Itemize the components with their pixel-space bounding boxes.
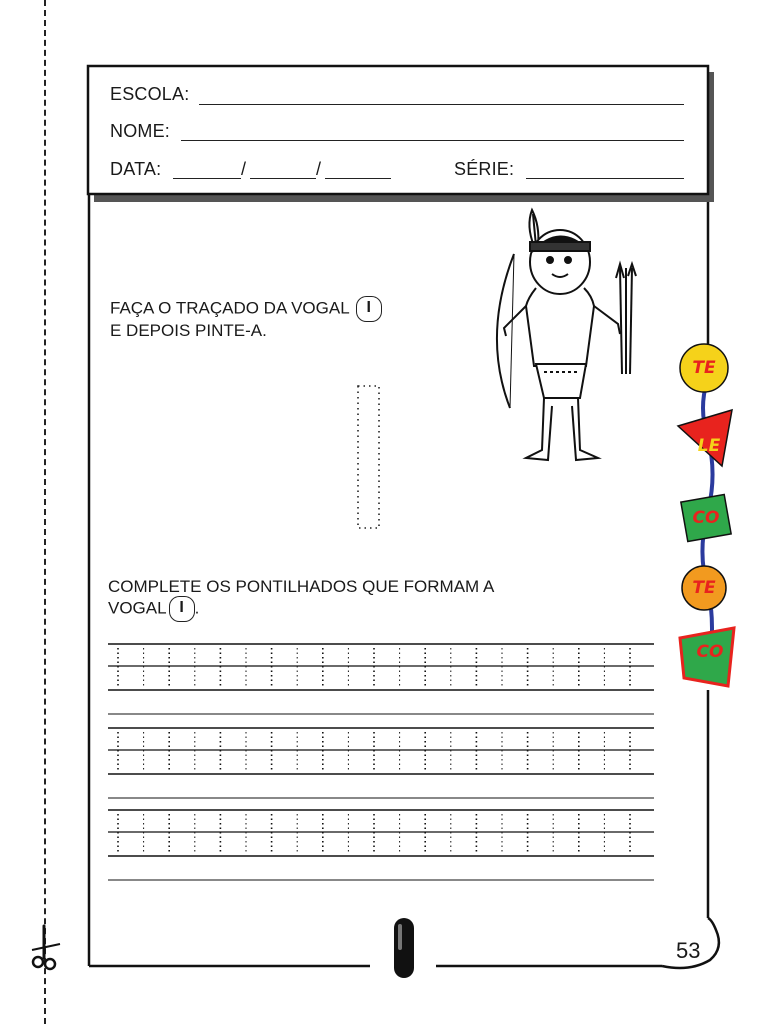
- page-number: 53: [676, 938, 701, 963]
- date-label: DATA:: [110, 159, 162, 179]
- exercise2-line2: VOGAL: [108, 598, 167, 618]
- syllable-chip: CO: [692, 508, 720, 528]
- syllable-chip: TE: [692, 358, 716, 378]
- exercise1-line1: FAÇA O TRAÇADO DA VOGAL: [110, 298, 350, 318]
- name-field[interactable]: [181, 140, 684, 141]
- syllable-chip: CO: [696, 642, 724, 662]
- syllable-chip: TE: [692, 578, 716, 598]
- school-field[interactable]: [199, 104, 684, 105]
- exercise2-line1: COMPLETE OS PONTILHADOS QUE FORMAM A: [108, 577, 495, 596]
- date-slash: /: [241, 159, 247, 179]
- exercise2-instruction: COMPLETE OS PONTILHADOS QUE FORMAM A VOGAL I .: [108, 578, 494, 622]
- date-day-field[interactable]: [173, 178, 241, 179]
- grade-label: SÉRIE:: [454, 159, 515, 179]
- header-box: [88, 66, 708, 194]
- bottom-bar-ornament: [394, 918, 414, 978]
- date-slash: /: [316, 159, 322, 179]
- school-label: ESCOLA:: [110, 84, 190, 104]
- exercise1-line2: E DEPOIS PINTE-A.: [110, 321, 267, 340]
- exercise1-instruction: [110, 296, 382, 340]
- grade-field[interactable]: [526, 178, 684, 179]
- dotted-vowel-i-trace[interactable]: [350, 380, 390, 532]
- syllable-chip: LE: [697, 436, 721, 456]
- date-year-field[interactable]: [325, 178, 391, 179]
- indigenous-boy-illustration: [488, 206, 638, 468]
- handwriting-practice-area[interactable]: [108, 638, 658, 888]
- vowel-i-badge: I: [356, 296, 382, 322]
- name-label: NOME:: [110, 121, 171, 141]
- vowel-i-badge: I: [169, 596, 195, 622]
- date-month-field[interactable]: [250, 178, 316, 179]
